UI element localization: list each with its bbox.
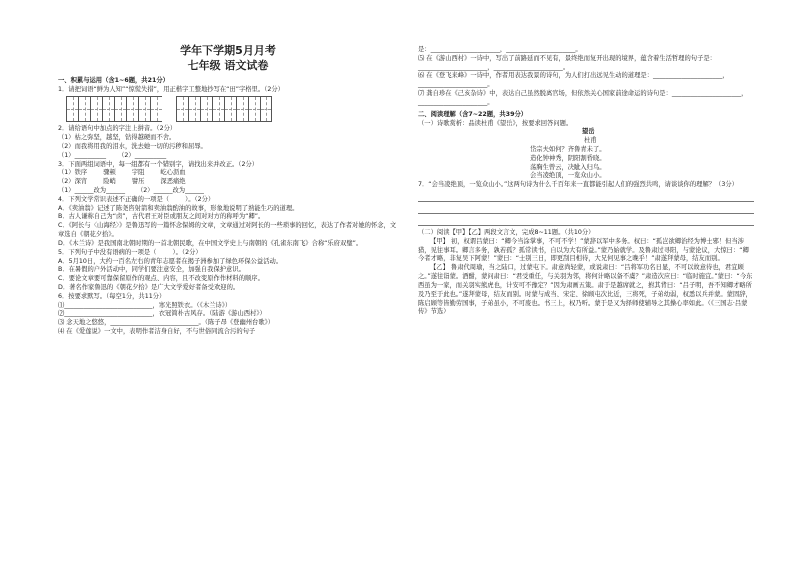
question-3-answer-blanks[interactable]: （1）______改为______ （2）______改为______ xyxy=(58,187,204,194)
question-6-item-2[interactable]: ⑵____________________________，衣冠简朴古风存。（陆游《游山西村》） xyxy=(58,310,266,318)
question-6-item-7[interactable]: ⑺ 龚自珍在《己亥杂诗》中，表达自己虽然脱离官场，但依然关心国家前途命运的诗句是：______________________，______________________。 xyxy=(418,90,748,106)
exam-subtitle: 七年级 语文试卷 xyxy=(187,58,269,72)
right-column xyxy=(418,0,754,317)
question-6-item-5[interactable]: ⑸ 在《游山西村》一诗中，写出了前路延而不见有，景终绝而复开出现的境界，蕴含着生活哲理的句子是：______________________，______________________。 xyxy=(418,54,716,71)
grid-cell[interactable] xyxy=(236,96,248,122)
question-5-option-c: C．要论文章要可靠保留原作的观点、内容，且不改变原作作材料的顺序。 xyxy=(58,275,264,283)
question-5-option-d: D．著名作家鲁迅的《朝花夕拾》是广大文学爱好者备受欢迎的。 xyxy=(58,283,240,291)
writing-grid[interactable] xyxy=(66,96,398,122)
subsection-1-heading: （一）诗歌赏析：品读杜甫《望岳》，按要求回答问题。 xyxy=(418,119,573,127)
grid-cell[interactable] xyxy=(126,96,138,122)
question-3: 3．下面两组词语中，每一组都有一个错别字，请找出来并改正。（2分） xyxy=(58,160,259,168)
question-2-item-1: （1）枯之弥坚，越坚，钻得越硬而不舍。 xyxy=(58,134,176,142)
poem-author: 杜甫 xyxy=(584,137,597,145)
grid-cell[interactable] xyxy=(188,96,200,122)
question-3-group-2: （2）深宵 险峭 譬压 深恶痛绝 xyxy=(58,178,186,186)
question-2-answer-blanks[interactable]: （1）__________ （2）__________ xyxy=(58,151,167,159)
poem-line: 荡胸生曾云，决眦入归鸟。 xyxy=(530,163,606,171)
grid-cell[interactable] xyxy=(212,96,224,122)
poem-line: 造化钟神秀，阴阳割昏晓。 xyxy=(530,154,606,162)
grid-cell[interactable] xyxy=(224,96,236,122)
passage-yi: 【乙】 鲁肃代周瑜，当之陆口，过蒙屯下。肃意尚轻蒙，或说肃曰：“吕将军功名日显，不可以故意待也，君宜顾之。”遂往诣蒙。酒酣，蒙问肃曰：“君受重任，与关羽为邻，将何计略以备不虞？”肃造次应曰：“临时施宜。”蒙曰：“今东西虽为一家，而关羽实熊虎也，计安可不豫定？”因为肃画五策。肃于是越席就之，拊其背曰：“吕子明，吾不知卿才略所及乃至于此也。”遂拜蒙母，结友而别。时蒙与成当、宋定、徐顾屯次比近，三将死，子弟幼弱，权悉以兵并蒙。蒙固辞，陈启顾等皆勤劳国事，子弟虽小，不可废也。书三上，权乃听。蒙于是又为择师使辅导之其操心率如此。（《三国志·吕蒙传》节选） xyxy=(418,264,753,316)
grid-cell[interactable] xyxy=(138,96,150,122)
grid-cell[interactable] xyxy=(150,96,162,122)
question-4: 4．下列文学常识表述不正确的一项是（ ）。（2分） xyxy=(58,195,215,203)
question-5-option-b: B．在暑假的户外活动中，同学们要注意安全，加强自我保护意识。 xyxy=(58,266,245,274)
question-6-item-6[interactable]: ⑹ 在《登飞来峰》一诗中，作者用表达我景的诗句，为人们打出远见生动的道理是：______________________，______________________。 xyxy=(418,72,729,89)
question-6: 6．按要求默写。（每空1分，共11分） xyxy=(58,292,166,300)
question-6-item-3[interactable]: ⑶ 念天地之悠悠，____________________________。（陈子昂《登幽州台歌》） xyxy=(58,319,275,327)
question-6-item-4: ⑷ 在《爱莲说》一文中，表明作者洁身自好，不与世俗同流合污的句子 xyxy=(58,328,256,335)
answer-line[interactable] xyxy=(418,193,754,202)
grid-cell[interactable] xyxy=(90,96,102,122)
answer-line[interactable] xyxy=(418,217,754,226)
question-5: 5．下列句子中没有语病的一项是（ ）。（2分） xyxy=(58,248,202,256)
grid-cell[interactable] xyxy=(102,96,114,122)
grid-cell[interactable] xyxy=(248,96,260,122)
section-2-heading: 二、阅读理解（含7~22题，共39分） xyxy=(418,110,528,118)
grid-cell[interactable] xyxy=(66,96,78,122)
question-4-option-b: B．古人谦称自己为“卤”，古代君王对臣或朋友之间对对方的称呼为“卿”。 xyxy=(58,213,265,221)
poem-title: 望岳 xyxy=(582,128,595,136)
question-7: 7．“会当凌绝顶，一览众山小。”这两句诗为什么千百年来一直都能引起人们的强烈共鸣，请谈谈你的理解？（3分） xyxy=(418,181,738,189)
question-4-option-a: A．《卖油翁》记述了陈尧咨射箭和卖油翁酌油的故事，形象地说明了熟能生巧的道理。 xyxy=(58,204,299,212)
poem-line: 岱宗夫如何？齐鲁青未了。 xyxy=(530,145,606,153)
grid-cell[interactable] xyxy=(114,96,126,122)
poem-line: 会当凌绝顶，一览众山小。 xyxy=(530,172,606,180)
grid-cell[interactable] xyxy=(176,96,188,122)
grid-cell[interactable] xyxy=(260,96,272,122)
question-4-option-c: C．《阿长与〈山海经〉》是鲁迅写的一篇怀念保姆的文章，文章通过对阿长的一些琐事的回忆，表达了作者对她的怀念，文章选自《朝花夕拾》。 xyxy=(58,222,397,239)
question-5-option-a: A．5月10日，大约一百名左右的青年志愿者在揭子洲参加了绿色环保公益活动。 xyxy=(58,257,283,265)
left-column xyxy=(58,0,398,337)
question-6-item-1[interactable]: ⑴____________________________，寒光照铁衣。（《木兰诗》） xyxy=(58,301,232,309)
question-1: 1．请把词语“鲜为人知”“惊慌失措”，用正楷字工整地抄写在“田”字格里。（2分） xyxy=(58,85,284,93)
question-2: 2．请给语句中加点的字注上拼音。（2分） xyxy=(58,125,177,133)
grid-cell[interactable] xyxy=(78,96,90,122)
question-4-option-d: D．《木兰诗》是我国南北朝时期的一首北朝民歌，在中国文学史上与南朝的《孔雀东南飞》合称“乐府双璧”。 xyxy=(58,239,363,247)
exam-title: 学年下学期5月月考 xyxy=(180,44,276,57)
grid-cell[interactable] xyxy=(200,96,212,122)
answer-line[interactable] xyxy=(418,205,754,214)
passage-jia: 【甲】 初，权谓吕蒙曰：“卿今当涂掌事，不可不学！”蒙辞以军中多务。权曰：“孤岂欲卿治经为博士邪！但当涉猎，见往事耳。卿言多务，孰若孤？孤常读书，自以为大有所益。”蒙乃始就学。及鲁肃过寻阳，与蒙论议，大惊曰：“卿今者才略，非复吴下阿蒙！”蒙曰：“士别三日，即更刮目相待，大兄何见事之晚乎！”肃遂拜蒙母，结友而别。 xyxy=(418,237,749,263)
poem xyxy=(418,128,754,181)
subsection-2-heading: （二）阅读【甲】【乙】两段文言文，完成8~11题。（共10分） xyxy=(418,229,595,236)
question-6-item-4-answer[interactable]: 是：______________________，______________________。 xyxy=(418,46,582,53)
question-3-group-1: （1）铁序 骤顿 宇阻 屹心沥血 xyxy=(58,169,186,177)
section-1-heading: 一、积累与运用（含1~6题，共21分） xyxy=(58,76,169,84)
question-2-item-2: （2）而我将用我的泪水，洗去她一切的污秽和屈辱。 xyxy=(58,142,207,150)
